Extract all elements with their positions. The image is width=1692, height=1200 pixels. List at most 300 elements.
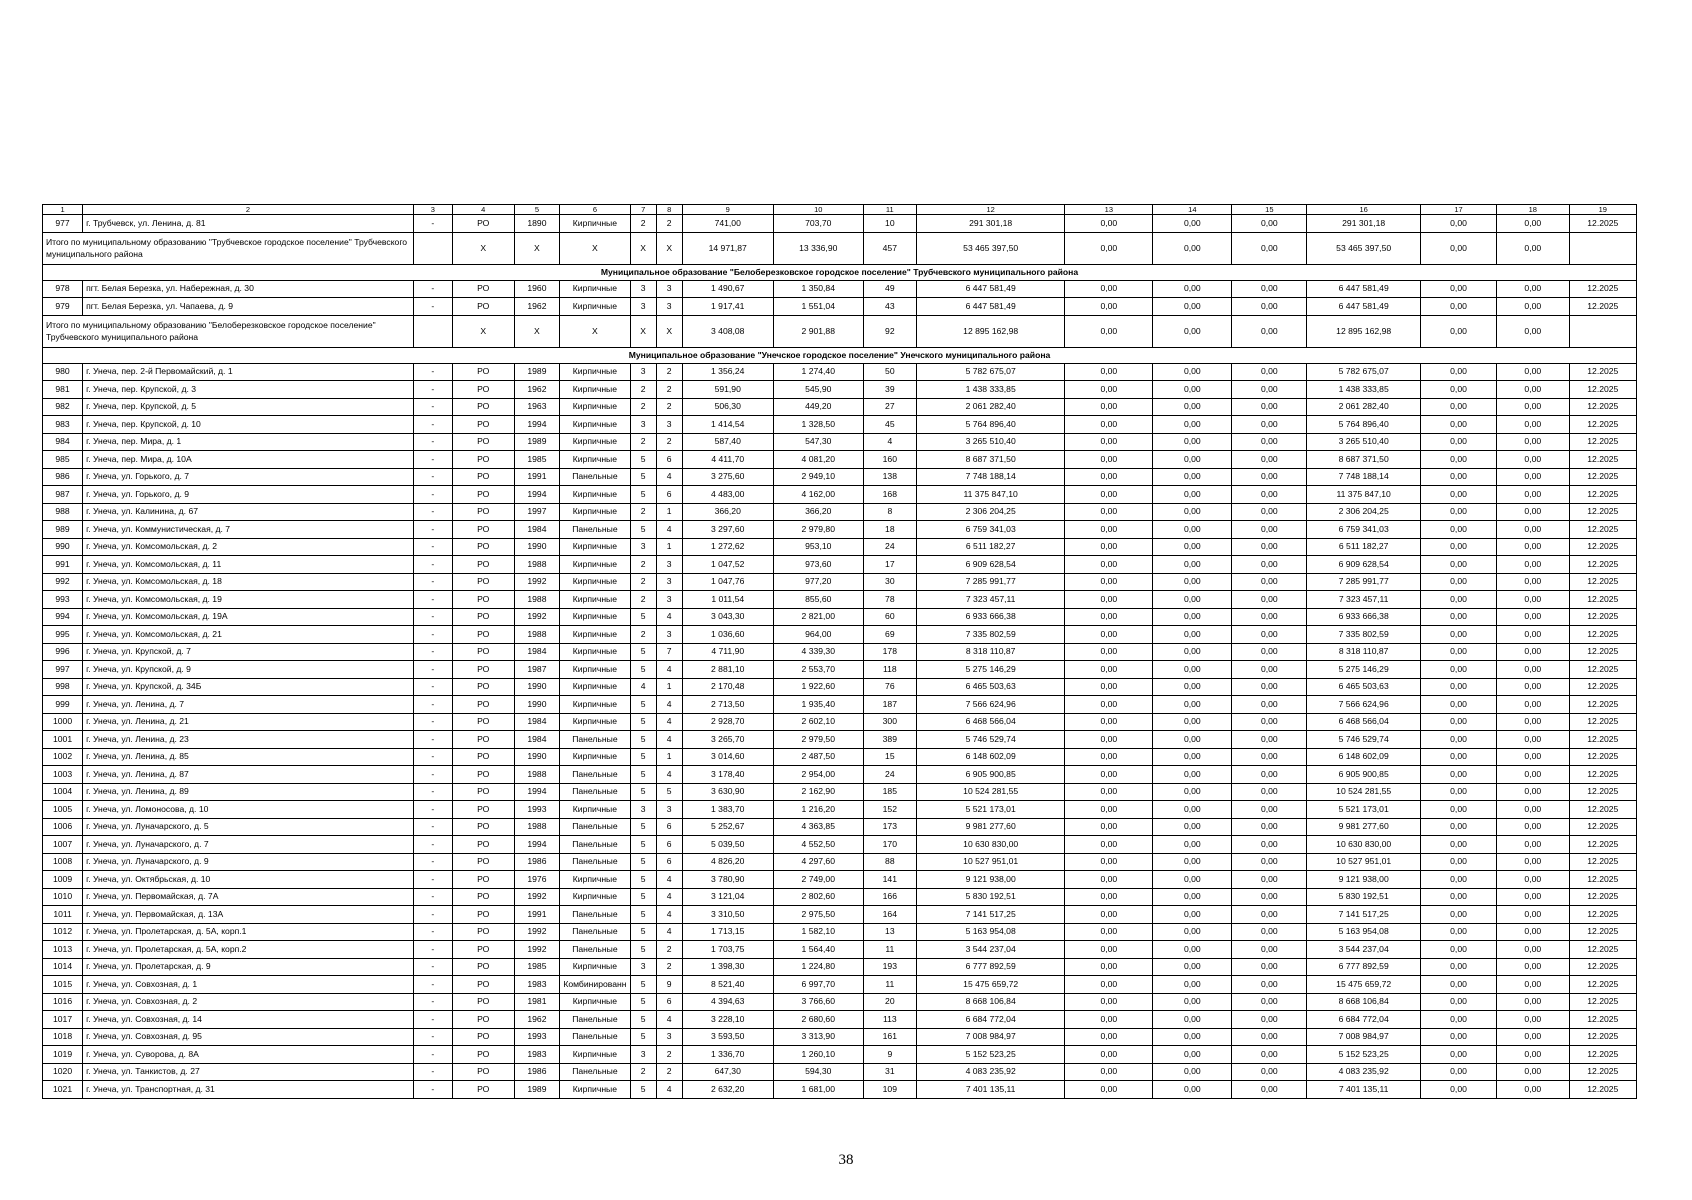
table-cell: 1 922,60 [773,678,863,696]
table-cell: 5 [630,468,656,486]
table-cell: 0,00 [1065,853,1153,871]
table-cell: 5 [630,871,656,889]
table-cell: 0,00 [1232,783,1307,801]
table-cell: 1 383,70 [682,801,773,819]
table-cell: 6 148 602,09 [916,748,1065,766]
table-cell: 0,00 [1065,573,1153,591]
table-cell: 0,00 [1421,1028,1497,1046]
table-cell: 1018 [43,1028,83,1046]
table-cell: 985 [43,451,83,469]
table-cell: РО [452,661,514,679]
table-cell: - [413,468,452,486]
table-cell: 0,00 [1153,678,1232,696]
table-cell: 0,00 [1153,433,1232,451]
table-cell: 990 [43,538,83,556]
section-title: Муниципальное образование "Белоберезковское городское поселение" Трубчевского муниципального района [43,264,1637,280]
table-cell: 0,00 [1232,451,1307,469]
table-cell: 0,00 [1232,503,1307,521]
table-cell: 1008 [43,853,83,871]
table-cell: 1992 [514,923,560,941]
table-cell: 0,00 [1153,298,1232,316]
table-cell: 0,00 [1065,433,1153,451]
table-row [43,573,1637,591]
table-cell: - [413,1028,452,1046]
table-cell: 12.2025 [1569,215,1636,233]
table-cell: 5 [630,1028,656,1046]
total-cell: 0,00 [1153,315,1232,347]
table-cell: 4 [656,1011,682,1029]
table-cell: 0,00 [1496,958,1569,976]
table-cell: 0,00 [1496,538,1569,556]
table-cell: 3 178,40 [682,766,773,784]
table-cell: - [413,538,452,556]
table-cell: 2 170,48 [682,678,773,696]
table-cell: 9 981 277,60 [916,818,1065,836]
table-cell: 1011 [43,906,83,924]
table-cell: 1990 [514,538,560,556]
table-cell: - [413,888,452,906]
table-cell: 3 [630,1046,656,1064]
table-cell: - [413,993,452,1011]
table-cell: Кирпичные [560,888,630,906]
table-cell: 11 [863,941,916,959]
table-cell: 0,00 [1065,906,1153,924]
table-cell: 10 [863,215,916,233]
total-cell: 12 895 162,98 [1307,315,1421,347]
table-row [43,871,1637,889]
table-cell: 5 [656,783,682,801]
table-cell: 0,00 [1421,748,1497,766]
table-cell: 977,20 [773,573,863,591]
table-row [43,486,1637,504]
table-row [43,538,1637,556]
table-cell: г. Унеча, ул. Коммунистическая, д. 7 [83,521,414,539]
table-cell: 0,00 [1496,888,1569,906]
table-cell: 1988 [514,556,560,574]
table-cell: 591,90 [682,381,773,399]
table-cell: РО [452,1011,514,1029]
table-cell: 0,00 [1421,923,1497,941]
table-cell: 7 748 188,14 [1307,468,1421,486]
table-cell: 4 826,20 [682,853,773,871]
table-cell: 0,00 [1065,626,1153,644]
table-cell: 0,00 [1153,573,1232,591]
table-cell: 6 759 341,03 [1307,521,1421,539]
table-cell: 8 687 371,50 [916,451,1065,469]
table-cell: 4 [656,608,682,626]
table-cell: 2 [630,573,656,591]
table-cell: 3 780,90 [682,871,773,889]
table-cell: 1019 [43,1046,83,1064]
table-cell: 995 [43,626,83,644]
table-cell: 4 363,85 [773,818,863,836]
table-cell: 12.2025 [1569,363,1636,381]
table-cell: 0,00 [1153,626,1232,644]
table-cell: 1005 [43,801,83,819]
total-cell: Х [452,315,514,347]
table-cell: 1 [656,748,682,766]
table-cell: 0,00 [1153,836,1232,854]
table-cell: 291 301,18 [916,215,1065,233]
table-cell: 4 [656,468,682,486]
table-cell: 999 [43,696,83,714]
table-cell: 6 909 628,54 [916,556,1065,574]
table-cell: 1994 [514,836,560,854]
table-cell: 5 039,50 [682,836,773,854]
table-cell: 5 [630,608,656,626]
table-cell: 12.2025 [1569,608,1636,626]
table-cell: 0,00 [1496,853,1569,871]
table-cell: 366,20 [682,503,773,521]
table-cell: г. Унеча, ул. Крупской, д. 34Б [83,678,414,696]
table-cell: Панельные [560,521,630,539]
table-cell: 2 [656,363,682,381]
table-cell: Кирпичные [560,748,630,766]
table-cell: 7 323 457,11 [916,591,1065,609]
table-cell: 0,00 [1065,976,1153,994]
table-cell: 5 [630,696,656,714]
table-cell: 1984 [514,521,560,539]
table-cell: 0,00 [1232,1028,1307,1046]
table-cell: 2 821,00 [773,608,863,626]
table-cell: 997 [43,661,83,679]
table-cell: РО [452,1063,514,1081]
table-cell: 0,00 [1421,888,1497,906]
table-cell: РО [452,818,514,836]
table-cell: 3 [630,538,656,556]
table-cell: 11 375 847,10 [1307,486,1421,504]
table-cell: 4 711,90 [682,643,773,661]
table-cell: 3 [656,626,682,644]
table-cell: 0,00 [1421,298,1497,316]
column-number: 14 [1153,205,1232,215]
table-cell: 291 301,18 [1307,215,1421,233]
table-cell: 5 [630,521,656,539]
table-cell: 993 [43,591,83,609]
table-cell: 12.2025 [1569,451,1636,469]
table-cell: - [413,1063,452,1081]
table-cell: 5 [630,661,656,679]
table-cell: г. Унеча, пер. Мира, д. 10А [83,451,414,469]
table-cell: 1962 [514,298,560,316]
table-cell: 0,00 [1232,556,1307,574]
table-cell: Панельные [560,468,630,486]
table-row [43,976,1637,994]
table-cell: 11 375 847,10 [916,486,1065,504]
table-cell: 0,00 [1232,941,1307,959]
table-cell: 7 008 984,97 [1307,1028,1421,1046]
table-cell: 0,00 [1496,818,1569,836]
table-cell: г. Унеча, ул. Калинина, д. 67 [83,503,414,521]
table-cell: 1993 [514,801,560,819]
table-cell: 6 759 341,03 [916,521,1065,539]
table-cell: 0,00 [1153,731,1232,749]
table-cell: Панельные [560,941,630,959]
table-cell: 0,00 [1421,853,1497,871]
table-cell: 5 746 529,74 [1307,731,1421,749]
table-cell: РО [452,398,514,416]
table-cell: 1 224,80 [773,958,863,976]
table-cell: 1 328,50 [773,416,863,434]
table-cell: 12.2025 [1569,958,1636,976]
table-cell: 3 [656,573,682,591]
table-cell: 0,00 [1421,906,1497,924]
table-cell: г. Унеча, ул. Луначарского, д. 7 [83,836,414,854]
table-row [43,1046,1637,1064]
table-cell: 193 [863,958,916,976]
table-cell: 0,00 [1153,853,1232,871]
housing-register-table [42,204,1637,1099]
table-row [43,643,1637,661]
table-cell: 15 475 659,72 [916,976,1065,994]
table-row [43,923,1637,941]
table-cell: 2 487,50 [773,748,863,766]
table-cell: РО [452,573,514,591]
total-cell: Х [514,315,560,347]
table-cell: 2 713,50 [682,696,773,714]
table-cell: 973,60 [773,556,863,574]
total-cell: 13 336,90 [773,232,863,264]
table-cell: 12.2025 [1569,923,1636,941]
table-cell: 11 [863,976,916,994]
table-cell: 7 335 802,59 [1307,626,1421,644]
table-cell: 0,00 [1496,556,1569,574]
table-cell: 160 [863,451,916,469]
table-cell: 1989 [514,363,560,381]
table-cell: 49 [863,280,916,298]
table-cell: Кирпичные [560,556,630,574]
table-cell: 5 152 523,25 [1307,1046,1421,1064]
table-cell: 12.2025 [1569,416,1636,434]
table-cell: 3 [656,1028,682,1046]
table-cell: 4 162,00 [773,486,863,504]
table-cell: 7 566 624,96 [1307,696,1421,714]
total-row [43,232,1637,264]
table-cell: 0,00 [1421,468,1497,486]
table-cell: 1003 [43,766,83,784]
total-cell: 14 971,87 [682,232,773,264]
table-cell: 0,00 [1065,1063,1153,1081]
table-cell: 0,00 [1232,888,1307,906]
table-cell: 15 [863,748,916,766]
table-cell: 1 438 333,85 [916,381,1065,399]
table-cell: 3 121,04 [682,888,773,906]
table-cell: 2 [656,1063,682,1081]
table-cell: 12.2025 [1569,661,1636,679]
table-cell: 3 630,90 [682,783,773,801]
table-cell: 2 [630,503,656,521]
table-cell: 0,00 [1421,871,1497,889]
table-cell: Панельные [560,766,630,784]
table-cell: 0,00 [1232,871,1307,889]
table-cell: 3 275,60 [682,468,773,486]
table-row [43,215,1637,233]
table-cell: 0,00 [1153,696,1232,714]
table-cell: 5 [630,486,656,504]
table-cell: г. Унеча, ул. Комсомольская, д. 18 [83,573,414,591]
table-cell: - [413,280,452,298]
table-cell: 2 [656,433,682,451]
table-cell: 2 [630,591,656,609]
total-cell: 0,00 [1065,315,1153,347]
table-cell: 0,00 [1153,661,1232,679]
table-cell: 6 [656,836,682,854]
table-cell: 2 306 204,25 [1307,503,1421,521]
table-cell: г. Унеча, ул. Горького, д. 9 [83,486,414,504]
table-cell: Кирпичные [560,573,630,591]
table-cell: 1 047,76 [682,573,773,591]
table-cell: 9 [656,976,682,994]
table-cell: 389 [863,731,916,749]
table-cell: 50 [863,363,916,381]
table-cell: 1 713,15 [682,923,773,941]
table-cell: 6 511 182,27 [1307,538,1421,556]
table-cell: 587,40 [682,433,773,451]
table-cell: 0,00 [1421,538,1497,556]
table-cell: 6 148 602,09 [1307,748,1421,766]
table-cell: 13 [863,923,916,941]
table-cell: 2 949,10 [773,468,863,486]
table-cell: 10 527 951,01 [916,853,1065,871]
table-cell: 7 335 802,59 [916,626,1065,644]
table-cell: РО [452,626,514,644]
table-cell: 0,00 [1496,298,1569,316]
table-cell: 4 [656,696,682,714]
table-cell: 5 [630,643,656,661]
table-cell: г. Унеча, ул. Первомайская, д. 7А [83,888,414,906]
table-cell: 173 [863,818,916,836]
table-cell: 7 285 991,77 [916,573,1065,591]
table-cell: РО [452,696,514,714]
table-cell: 12.2025 [1569,556,1636,574]
table-cell: 2 602,10 [773,713,863,731]
table-cell: Кирпичные [560,416,630,434]
table-cell: 1989 [514,433,560,451]
table-cell: 6 465 503,63 [1307,678,1421,696]
table-cell: 1 551,04 [773,298,863,316]
table-cell: 6 933 666,38 [1307,608,1421,626]
table-cell: 0,00 [1065,713,1153,731]
table-cell: Кирпичные [560,643,630,661]
table-cell: 0,00 [1421,836,1497,854]
table-cell: - [413,591,452,609]
table-cell: г. Унеча, ул. Горького, д. 7 [83,468,414,486]
table-cell: 1991 [514,906,560,924]
table-cell: 2 749,00 [773,871,863,889]
table-cell: РО [452,976,514,994]
table-cell: 0,00 [1153,888,1232,906]
table-row [43,678,1637,696]
table-cell: 0,00 [1153,521,1232,539]
table-cell: 0,00 [1421,643,1497,661]
table-cell: 12.2025 [1569,748,1636,766]
table-row [43,298,1637,316]
table-cell: 0,00 [1065,731,1153,749]
table-cell: 0,00 [1065,1081,1153,1099]
table-cell: РО [452,363,514,381]
table-cell: Кирпичные [560,871,630,889]
table-cell: 0,00 [1496,215,1569,233]
table-cell: 0,00 [1421,731,1497,749]
table-row [43,363,1637,381]
table-row [43,280,1637,298]
table-cell: 4 [630,678,656,696]
table-cell: 0,00 [1421,363,1497,381]
table-cell: 0,00 [1421,976,1497,994]
table-cell: 2 [656,1046,682,1064]
table-cell: 0,00 [1153,280,1232,298]
table-cell: 1 398,30 [682,958,773,976]
table-cell: пгт. Белая Березка, ул. Чапаева, д. 9 [83,298,414,316]
table-cell: РО [452,731,514,749]
table-cell: Кирпичные [560,298,630,316]
table-cell: 0,00 [1421,1063,1497,1081]
table-cell: - [413,381,452,399]
table-cell: 109 [863,1081,916,1099]
table-cell: 5 [630,993,656,1011]
total-cell [413,232,452,264]
table-cell: 7 141 517,25 [1307,906,1421,924]
table-cell: 118 [863,661,916,679]
table-cell: - [413,766,452,784]
column-number: 4 [452,205,514,215]
table-cell: - [413,215,452,233]
table-cell: 0,00 [1065,1011,1153,1029]
table-cell: 0,00 [1153,958,1232,976]
table-cell: 5 [630,748,656,766]
table-cell: 4 [656,888,682,906]
table-cell: г. Трубчевск, ул. Ленина, д. 81 [83,215,414,233]
table-cell: 12.2025 [1569,696,1636,714]
table-cell: 5 [630,1011,656,1029]
table-cell: - [413,573,452,591]
table-cell: Кирпичные [560,696,630,714]
table-cell: 12.2025 [1569,731,1636,749]
table-cell: 3 544 237,04 [1307,941,1421,959]
table-cell: 12.2025 [1569,398,1636,416]
table-cell: 0,00 [1232,818,1307,836]
table-cell: 0,00 [1421,381,1497,399]
table-cell: 5 [630,818,656,836]
table-cell: 12.2025 [1569,626,1636,644]
table-cell: - [413,836,452,854]
table-cell: 984 [43,433,83,451]
table-cell: РО [452,521,514,539]
table-cell: 0,00 [1496,433,1569,451]
table-cell: - [413,433,452,451]
table-cell: 12.2025 [1569,433,1636,451]
table-cell: 0,00 [1232,731,1307,749]
table-row [43,941,1637,959]
table-cell: 12.2025 [1569,503,1636,521]
table-cell: 1990 [514,678,560,696]
table-cell: 12.2025 [1569,643,1636,661]
table-cell: 300 [863,713,916,731]
table-row [43,748,1637,766]
table-cell: 1994 [514,416,560,434]
column-number: 7 [630,205,656,215]
total-label: Итого по муниципальному образованию "Трубчевское городское поселение" Трубчевского муниципального района [43,232,414,264]
table-cell: 24 [863,766,916,784]
table-cell: 0,00 [1496,976,1569,994]
table-cell: 1001 [43,731,83,749]
table-cell: - [413,731,452,749]
column-number: 19 [1569,205,1636,215]
table-cell: 0,00 [1232,433,1307,451]
table-cell: 12.2025 [1569,468,1636,486]
table-cell: 0,00 [1065,993,1153,1011]
column-number: 5 [514,205,560,215]
